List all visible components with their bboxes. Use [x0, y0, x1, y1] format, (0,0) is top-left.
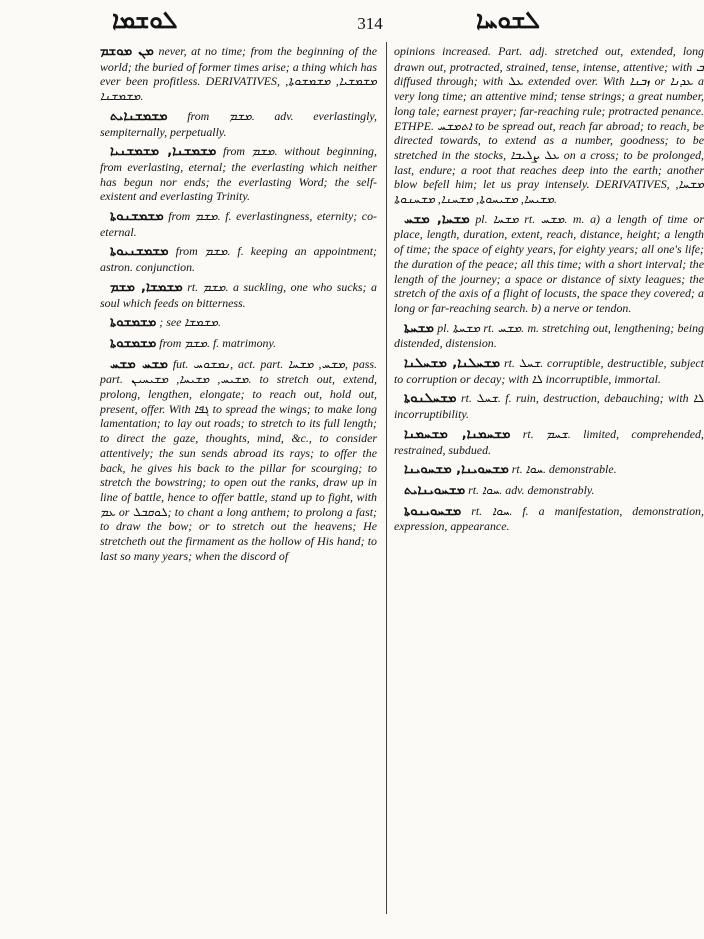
syriac-headword: ܡܫܚ ܡܫܚ — [110, 356, 168, 372]
entry-text: ; see ܡܫܡܫܐ. — [159, 315, 221, 330]
syriac-headword: ܡܫܚܠܢܐ, ܡܫܚܠܢܐ — [404, 356, 501, 372]
dictionary-entry — [100, 244, 377, 274]
syriac-headword: ܡܫܡܫܐ, ܡܫܡ — [110, 279, 183, 295]
dictionary-entry — [100, 280, 377, 310]
entry-text: rt. ܚܘܐ. demonstrable. — [511, 462, 617, 477]
entry-text: pl. ܡܫܚܬܐ rt. ܡܫܚ. m. stretching out, lengthening; being distended, distension. — [394, 320, 704, 351]
dictionary-entry — [100, 315, 377, 331]
entry-text: opinions increased. Part. adj. stretched out, extended, long drawn out, protracted, strained, tense, intense, attentive; with ܒ diffused through; with ܥܠ extended over. With ܙܒܢܐ or ܥܕܢܐ a very long time; an attentive mind; tense strings; a great number, long tale; earnest prayer; far-reaching rule; protracted penance. ETHPE. ܐܬܡܫܚ to be spread out, reach far abroad; to reach, be directed towards, to extend as a number, goodness; to be stretched in the stocks, ܥܠ ܨܠܝܒܐ on a cross; to be prolonged, last, endure; a root that reaches deep into the earth; another blow befell him; let us pray intensely. DERIVATIVES, ܡܫܚܐ, ܡܫܝܚܐ, ܡܫܝܚܘܬܐ, ܡܫܚܢܐ, ܡܫܚܢܘܬܐ. — [394, 44, 704, 207]
left-column — [100, 44, 377, 569]
dictionary-entry — [100, 209, 377, 239]
entry-text: rt. ܚܘܐ. f. a manifestation, demonstration, expression, appearance. — [394, 503, 704, 534]
syriac-headword: ܡܫܚܘܝܢܐ, ܡܫܚܘܝܢܐ — [404, 462, 509, 478]
syriac-headword: ܡܫܚܘܝܢܘܬܐ — [404, 503, 462, 519]
dictionary-entry — [100, 357, 377, 564]
syriac-headword: ܡܫܚܐ, ܡܫܚ — [404, 211, 470, 227]
entry-text: rt. ܚܘܐ. adv. demonstrably. — [468, 482, 595, 497]
dictionary-entry — [394, 212, 704, 316]
entry-text: rt. ܡܫܡ. a suckling, one who sucks; a soul which feeds on bitterness. — [100, 279, 377, 310]
running-head-right: ܠܫܘܚܐ — [476, 6, 541, 34]
syriac-headword: ܡܫܡܫܢܐ, ܡܫܡܫܢܝܐ — [110, 144, 217, 160]
dictionary-entry — [394, 44, 704, 207]
dictionary-entry — [394, 483, 704, 499]
syriac-headword: ܡܫܡܫܢܘܬܐ — [110, 209, 164, 225]
dictionary-entry — [394, 462, 704, 478]
right-column — [394, 44, 704, 539]
entry-text: from ܡܫܡ. adv. everlastingly, sempiternally, perpetually. — [100, 108, 377, 139]
column-divider — [386, 42, 387, 914]
syriac-headword: ܡܫܡܫܘܬܐ — [110, 335, 157, 351]
dictionary-entry — [394, 356, 704, 386]
entry-text: never, at no time; from the beginning of the world; the buried of former times arise; a thing which has ever been profitless. DERIVATIVES, ܡܫܡܫܝܐ, ܡܫܡܫܘܬܐ, ܡܫܡܫܢܐ. — [100, 44, 377, 104]
dictionary-entry — [394, 427, 704, 457]
syriac-headword: ܡܫܚܠܢܘܬܐ — [404, 391, 457, 407]
dictionary-entry — [100, 44, 377, 104]
dictionary-entry — [100, 144, 377, 204]
syriac-headword: ܡܫܚܬܐ — [404, 320, 434, 336]
dictionary-entry — [100, 336, 377, 352]
dictionary-entry — [394, 391, 704, 421]
syriac-headword: ܡܢ ܡܘܫܡ — [100, 44, 154, 59]
page-number: 314 — [357, 14, 383, 33]
syriac-headword: ܡܫܚܘܝܢܐܝܬ — [404, 482, 466, 498]
entry-text: from ܡܫܡ. without beginning, from everlasting, eternal; the everlasting which neither has begun nor ends; the everlasting Word; the self-existent and everlasting Trinity. — [100, 144, 377, 204]
syriac-headword: ܡܫܚܡܢܐ, ܡܫܚܡܢܐ — [404, 426, 511, 442]
syriac-headword: ܡܫܡܫܘܬܐ — [110, 315, 157, 331]
dictionary-entry — [100, 109, 377, 139]
entry-text: from ܡܫܡ. f. everlastingness, eternity; co-eternal. — [100, 209, 377, 239]
entry-text: pl. ܡܫܚܐ rt. ܡܫܚ. m. a) a length of time or place, length, duration, extent, reach, distance, height; a length of time; the space of eighty years, for eighty years; all one's life; the duration of the peace; all this time; with a short interval; the length of the journey; a space or distance of sixty leagues; the stretch of the axis of a flight of locusts, the space they covered; a long or far-reaching search. b) a nerve or tendon. — [394, 211, 704, 315]
entry-text: from ܡܫܡ. f. keeping an appointment; astron. conjunction. — [100, 244, 377, 275]
entry-text: rt. ܫܚܠ. f. ruin, destruction, debauching; with ܠܐ incorruptibility. — [394, 391, 704, 422]
syriac-headword: ܡܫܡܫܢܝܘܬܐ — [110, 244, 169, 260]
entry-text: from ܡܫܡ. f. matrimony. — [159, 335, 277, 350]
dictionary-entry — [394, 504, 704, 534]
syriac-headword: ܡܫܡܫܢܐܝܬ — [110, 108, 168, 124]
dictionary-entry — [394, 321, 704, 351]
entry-text: rt. ܫܚܠ. corruptible, destructible, subject to corruption or decay; with ܠܐ incorruptible, immortal. — [394, 356, 704, 386]
entry-text: fut. ܢܡܫܘܚ, act. part. ܡܫܚ, ܡܫܚܐ, pass. part. ܡܫܝܚ, ܡܫܝܚܐ, ܡܫܝܚܝܢ. to stretch out, extend, prolong, lengthen, elongate; to reach out, hold out, present, offer. With ܓܦܐ to spread the wings; to make long lamentation; to lay out roads; to stretch to its full length; to direct the gaze, thoughts, mind, &c., to consider attentively; the sun sends abroad its rays; to offer the back, he gives his back to the pillar for scourging; to stretch the bowstring; to open out the ranks, draw up in line of battle, hence to offer battle, stand up to fight, with ܥܡ or ܠܘܩܒܠ; to chant a long anthem; to prolong a fast; to draw the bow; or to stretch out the heavens; He stretcheth out the firmament as the hollow of His hand; to last so many years; when the discord of — [100, 356, 378, 563]
running-head-left: ܠܘܫܡܐ — [112, 6, 178, 34]
entry-text: rt. ܫܚܡ. limited, comprehended, restrained, subdued. — [394, 426, 704, 457]
